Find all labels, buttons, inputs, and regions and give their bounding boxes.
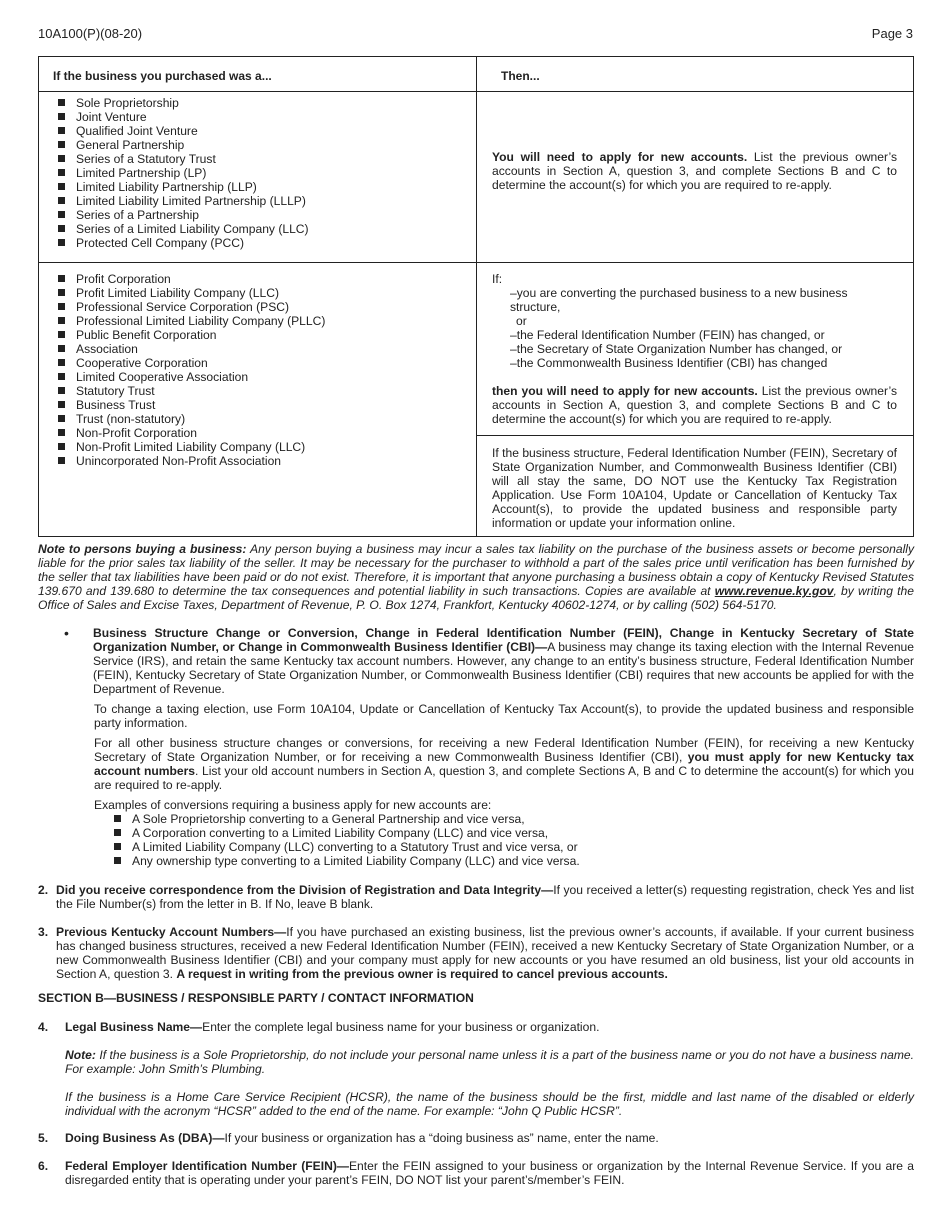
table-header-col2: Then...	[477, 57, 914, 92]
then2-text: then you will need to apply for new accounts. List the previous owner’s accounts in Section A, question 3, and complete Sections B and C to determine the account(s) for which you are required to re-apply.	[492, 384, 897, 426]
list-item: Series of a Partnership	[57, 208, 476, 222]
list-item: Non-Profit Corporation	[57, 426, 476, 440]
group1-then: You will need to apply for new accounts. List the previous owner’s accounts in Section A, question 3, and complete Sections B and C to determine the account(s) for which you are required to re-apply.	[477, 92, 914, 263]
same-structure-text: If the business structure, Federal Identification Number (FEIN), Secretary of State Organization Number, and Commonwealth Business Identifier (CBI) will all stay the same, DO NOT use the Kentucky Tax Registration Application. Use Form 10A104, Update or Cancellation of Kentucky Tax Account(s), to provide the updated business and responsible party information or update your information online.	[492, 446, 897, 530]
if-block: If: –you are converting the purchased business to a new business structure, or –the Federal Identification Number (FEIN) has changed, or –the Secretary of State Organization Number has changed, or –the Commonwealth Business Identifier (CBI) has changed then you will need to apply for new accounts. List the previous owner’s accounts in Section A, question 3, and complete Sections B and C to determine the account(s) for which you are required to re-apply.	[492, 272, 897, 426]
buyer-note: Note to persons buying a business: Any person buying a business may incur a sales tax liability on the purchase of the business assets or become personally liable for the prior sales tax liability of the seller. It may be necessary for the purchaser to withhold a part of the sales price until verification has been furnished by the seller that tax liabilities have been paid or do not exist. Therefore, it is important that anyone purchasing a business obtain a copy of Kentucky Revised Statutes 139.670 and 139.680 to determine the tax consequences and potential liability in such transactions. Copies are available at www.revenue.ky.gov, by writing the Office of Sales and Excise Taxes, Department of Revenue, P. O. Box 1274, Frankfort, Kentucky 40602-1274, or by calling (502) 564-5170.	[38, 542, 915, 612]
list-item: Series of a Limited Liability Company (LLC)	[57, 222, 476, 236]
form-id: 10A100(P)(08-20)	[38, 26, 143, 41]
list-item: Limited Liability Limited Partnership (LLLP)	[57, 194, 476, 208]
list-item: Public Benefit Corporation	[57, 328, 476, 342]
group2-list	[39, 263, 476, 468]
example-item: A Corporation converting to a Limited Liability Company (LLC) and vice versa,	[114, 826, 914, 840]
list-item: Cooperative Corporation	[57, 356, 476, 370]
table-header-col1: If the business you purchased was a...	[39, 57, 477, 92]
list-item: Sole Proprietorship	[57, 96, 476, 110]
question-2: 2. Did you receive correspondence from the Division of Registration and Data Integrity—If you received a letter(s) requesting registration, check Yes and list the File Number(s) from the letter in B. If No, leave B blank.	[38, 883, 915, 911]
list-item: Protected Cell Company (PCC)	[57, 236, 476, 250]
list-item: Statutory Trust	[57, 384, 476, 398]
list-item: Limited Partnership (LP)	[57, 166, 476, 180]
list-item: Professional Limited Liability Company (PLLC)	[57, 314, 476, 328]
question-4: 4. Legal Business Name—Enter the complete legal business name for your business or organization. Note: If the business is a Sole Proprietorship, do not include your personal name unless it is a part of the business name or you do not have a business name. For example: John Smith’s Plumbing. If the business is a Home Care Service Recipient (HCSR), the name of the business should be the first, middle and last name of the disabled or elderly individual with the acronym “HCSR” added to the end of the name. For example: “John Q Public HCSR”.	[38, 1020, 914, 1118]
revenue-link[interactable]: www.revenue.ky.gov	[714, 584, 834, 598]
group2-then	[477, 263, 914, 537]
question-3: 3. Previous Kentucky Account Numbers—If you have purchased an existing business, list the previous owner’s accounts, if available. If your current business has changed business structures, received a new Federal Identification Number (FEIN), received a new Kentucky Secretary of State Organization Number, or a new Commonwealth Business Identifier (CBI) and your company must apply for new accounts or you have resumed an old business, list your old accounts in Section A, question 3. A request in writing from the previous owner is required to cancel previous accounts.	[38, 925, 915, 981]
group1-list	[39, 92, 476, 250]
list-item: Trust (non-statutory)	[57, 412, 476, 426]
list-item: Profit Corporation	[57, 272, 476, 286]
list-item: Business Trust	[57, 398, 476, 412]
list-item: Professional Service Corporation (PSC)	[57, 300, 476, 314]
examples-list	[64, 812, 914, 868]
question-6: 6. Federal Employer Identification Number (FEIN)—Enter the FEIN assigned to your business or organization by the Internal Revenue Service. If you are a disregarded entity that is operating under your parent’s FEIN, DO NOT list your parent’s/member’s FEIN.	[38, 1159, 914, 1187]
business-type-table	[38, 56, 914, 537]
list-item: Limited Cooperative Association	[57, 370, 476, 384]
section-b-heading: SECTION B—BUSINESS / RESPONSIBLE PARTY / CONTACT INFORMATION	[38, 991, 474, 1005]
list-item: Profit Limited Liability Company (LLC)	[57, 286, 476, 300]
example-item: Any ownership type converting to a Limited Liability Company (LLC) and vice versa.	[114, 854, 914, 868]
question-5: 5. Doing Business As (DBA)—If your business or organization has a “doing business as” name, enter the name.	[38, 1131, 659, 1145]
structure-change-bullet: • Business Structure Change or Conversion, Change in Federal Identification Number (FEIN), Change in Kentucky Secretary of State Organization Number, or Change in Commonwealth Business Identifier (CBI)—A business may change its taxing election with the Internal Revenue Service (IRS), and retain the same Kentucky tax account numbers. However, any change to an entity’s business structure, Federal Identification Number (FEIN), Kentucky Secretary of State Organization Number, or Commonwealth Business Identifier (CBI) requires that new accounts be applied for with the Department of Revenue. To change a taxing election, use Form 10A104, Update or Cancellation of Kentucky Tax Account(s), to provide the updated business and responsible party information. For all other business structure changes or conversions, for receiving a new Federal Identification Number (FEIN), for receiving a new Kentucky Secretary of State Organization Number, or for receiving a new Commonwealth Business Identifier (CBI), you must apply for new Kentucky tax account numbers. List your old account numbers in Section A, question 3, and complete Sections A, B and C to determine the account(s) for which you are required to re-apply. Examples of conversions requiring a business apply for new accounts are: A Sole Proprietorship converting to a General Partnership and vice versa, A Corporation converting to a Limited Liability Company (LLC) and vice versa, A Limited Liability Company (LLC) converting to a Statutory Trust and vice versa, or Any ownership type converting to a Limited Liability Company (LLC) and vice versa.	[64, 625, 915, 868]
example-item: A Limited Liability Company (LLC) converting to a Statutory Trust and vice versa, or	[114, 840, 914, 854]
list-item: Series of a Statutory Trust	[57, 152, 476, 166]
group1-cell	[39, 92, 477, 263]
list-item: Unincorporated Non-Profit Association	[57, 454, 476, 468]
group2-cell	[39, 263, 477, 537]
list-item: Non-Profit Limited Liability Company (LLC)	[57, 440, 476, 454]
example-item: A Sole Proprietorship converting to a General Partnership and vice versa,	[114, 812, 914, 826]
list-item: General Partnership	[57, 138, 476, 152]
list-item: Joint Venture	[57, 110, 476, 124]
page-number: Page 3	[871, 26, 913, 41]
list-item: Association	[57, 342, 476, 356]
list-item: Limited Liability Partnership (LLP)	[57, 180, 476, 194]
list-item: Qualified Joint Venture	[57, 124, 476, 138]
